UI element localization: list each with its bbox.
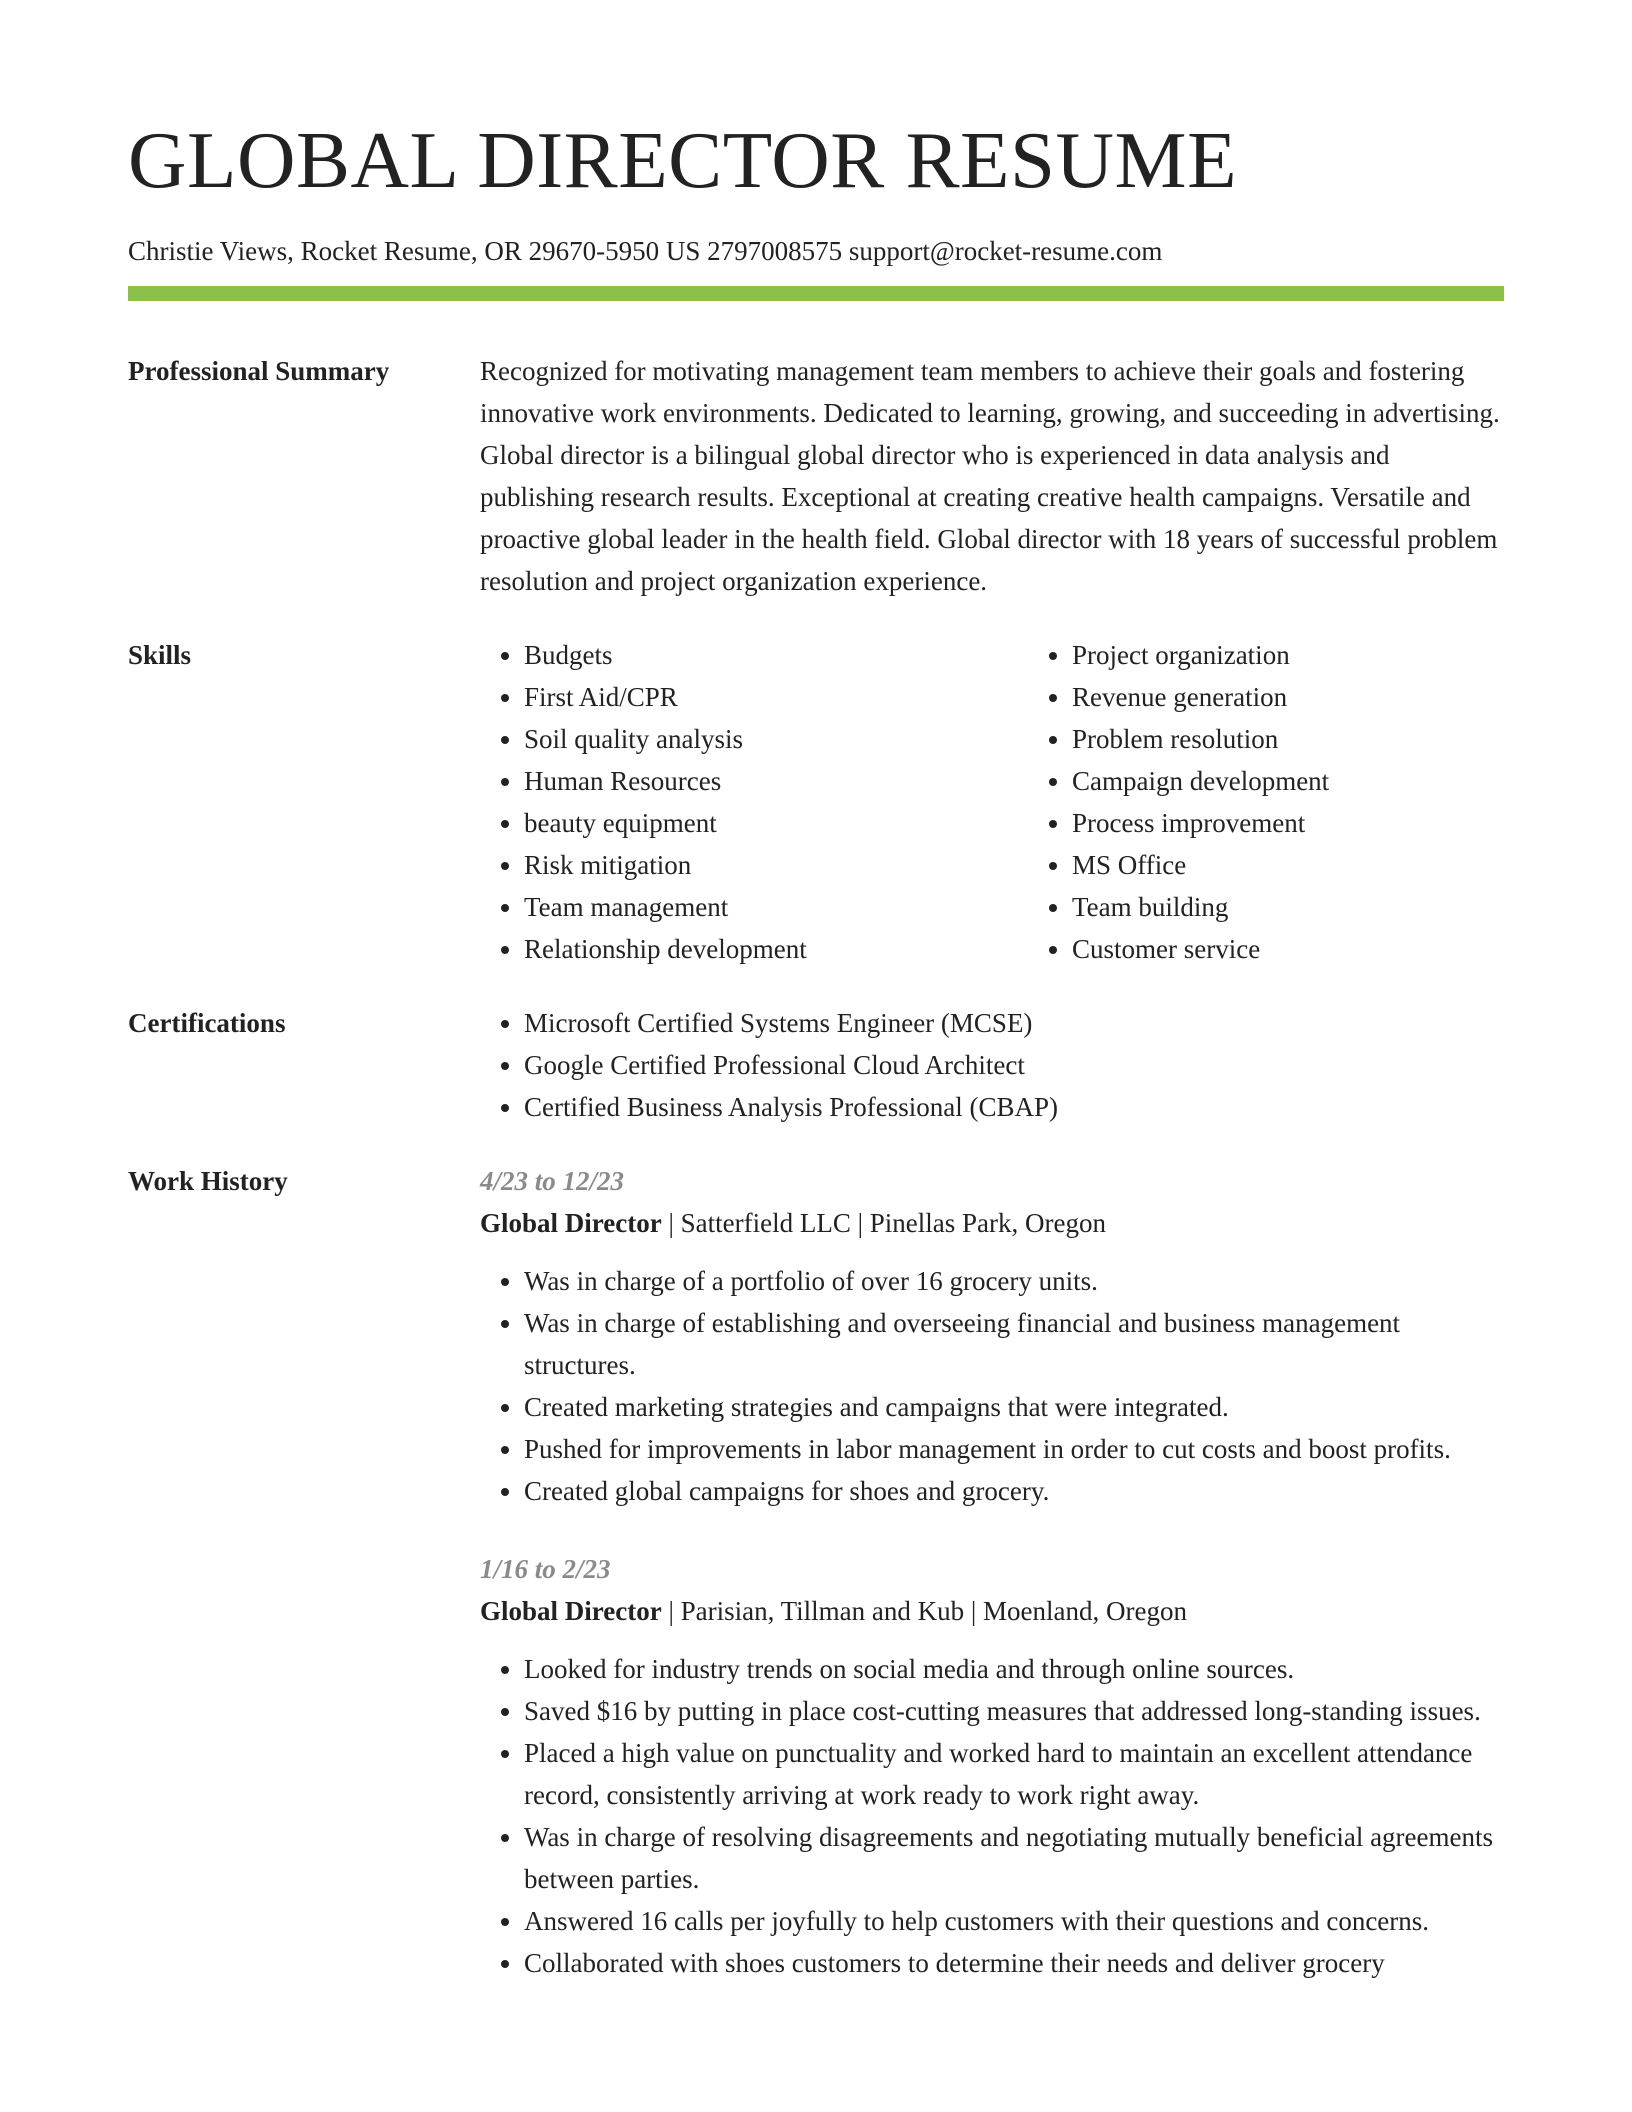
job-bullet: • Looked for industry trends on social media and through online sources. (524, 1648, 1504, 1690)
job-entry (480, 1548, 1504, 1984)
job-bullet: • Collaborated with shoes customers to determine their needs and deliver grocery (524, 1942, 1504, 1984)
summary-text: Recognized for motivating management team members to achieve their goals and fostering innovative work environments. Dedicated to learning, growing, and succeeding in advertising. Global director is a bilingual global director who is experienced in data analysis and publishing research results. Exceptional at creating creative health campaigns. Versatile and proactive global leader in the health field. Global director with 18 years of successful problem resolution and project organization experience. (480, 356, 1500, 596)
work-history-section (128, 1160, 1504, 2020)
section-label: Skills (128, 640, 192, 670)
skill-item: • Team management (524, 886, 1028, 928)
certification-item: • Certified Business Analysis Professional (CBAP) (524, 1086, 1504, 1128)
section-label: Professional Summary (128, 356, 390, 386)
header-divider (128, 286, 1504, 301)
job-bullet: • Was in charge of a portfolio of over 16 grocery units. (524, 1260, 1504, 1302)
skill-item: • Project organization (1072, 634, 1576, 676)
skill-item: • Team building (1072, 886, 1576, 928)
certifications-list (480, 1002, 1504, 1128)
skill-item: • MS Office (1072, 844, 1576, 886)
skill-item: • Process improvement (1072, 802, 1576, 844)
job-bullet: • Placed a high value on punctuality and worked hard to maintain an excellent attendance record, consistently arriving at work ready to work right away. (524, 1732, 1504, 1816)
job-bullets (480, 1648, 1504, 1984)
skills-list-left (480, 634, 1028, 970)
skills-section (128, 634, 1504, 970)
section-label: Work History (128, 1166, 288, 1196)
skill-item: • Problem resolution (1072, 718, 1576, 760)
skill-item: • beauty equipment (524, 802, 1028, 844)
job-employer-location: | Satterfield LLC | Pinellas Park, Oregon (661, 1208, 1106, 1238)
job-heading (480, 1202, 1504, 1244)
job-title: Global Director (480, 1596, 662, 1626)
resume-title: GLOBAL DIRECTOR RESUME (128, 115, 1238, 205)
skill-item: • Relationship development (524, 928, 1028, 970)
skill-item: • Budgets (524, 634, 1028, 676)
skill-item: • Campaign development (1072, 760, 1576, 802)
certification-item: • Google Certified Professional Cloud Architect (524, 1044, 1504, 1086)
job-bullet: • Pushed for improvements in labor management in order to cut costs and boost profits. (524, 1428, 1504, 1470)
skill-item: • Soil quality analysis (524, 718, 1028, 760)
job-dates: 1/16 to 2/23 (480, 1554, 611, 1584)
section-label: Certifications (128, 1008, 286, 1038)
resume-sections (128, 350, 1504, 2052)
job-bullet: • Created global campaigns for shoes and grocery. (524, 1470, 1504, 1512)
skill-item: • Human Resources (524, 760, 1028, 802)
job-entry (480, 1160, 1504, 1512)
professional-summary-section (128, 350, 1504, 602)
job-bullets (480, 1260, 1504, 1512)
job-title: Global Director (480, 1208, 662, 1238)
job-bullet: • Was in charge of establishing and overseeing financial and business management structures. (524, 1302, 1504, 1386)
job-bullet: • Created marketing strategies and campaigns that were integrated. (524, 1386, 1504, 1428)
job-heading (480, 1590, 1504, 1632)
job-bullet: • Answered 16 calls per joyfully to help customers with their questions and concerns. (524, 1900, 1504, 1942)
skills-list-right (1028, 634, 1576, 970)
certification-item: • Microsoft Certified Systems Engineer (MCSE) (524, 1002, 1504, 1044)
skill-item: • Revenue generation (1072, 676, 1576, 718)
job-dates: 4/23 to 12/23 (480, 1166, 625, 1196)
contact-line: Christie Views, Rocket Resume, OR 29670-5950 US 2797008575 support@rocket-resume.com (128, 236, 1163, 266)
skill-item: • First Aid/CPR (524, 676, 1028, 718)
skill-item: • Customer service (1072, 928, 1576, 970)
job-employer-location: | Parisian, Tillman and Kub | Moenland, Oregon (661, 1596, 1187, 1626)
job-bullet: • Was in charge of resolving disagreements and negotiating mutually beneficial agreements between parties. (524, 1816, 1504, 1900)
skill-item: • Risk mitigation (524, 844, 1028, 886)
certifications-section (128, 1002, 1504, 1128)
job-bullet: • Saved $16 by putting in place cost-cutting measures that addressed long-standing issues. (524, 1690, 1504, 1732)
